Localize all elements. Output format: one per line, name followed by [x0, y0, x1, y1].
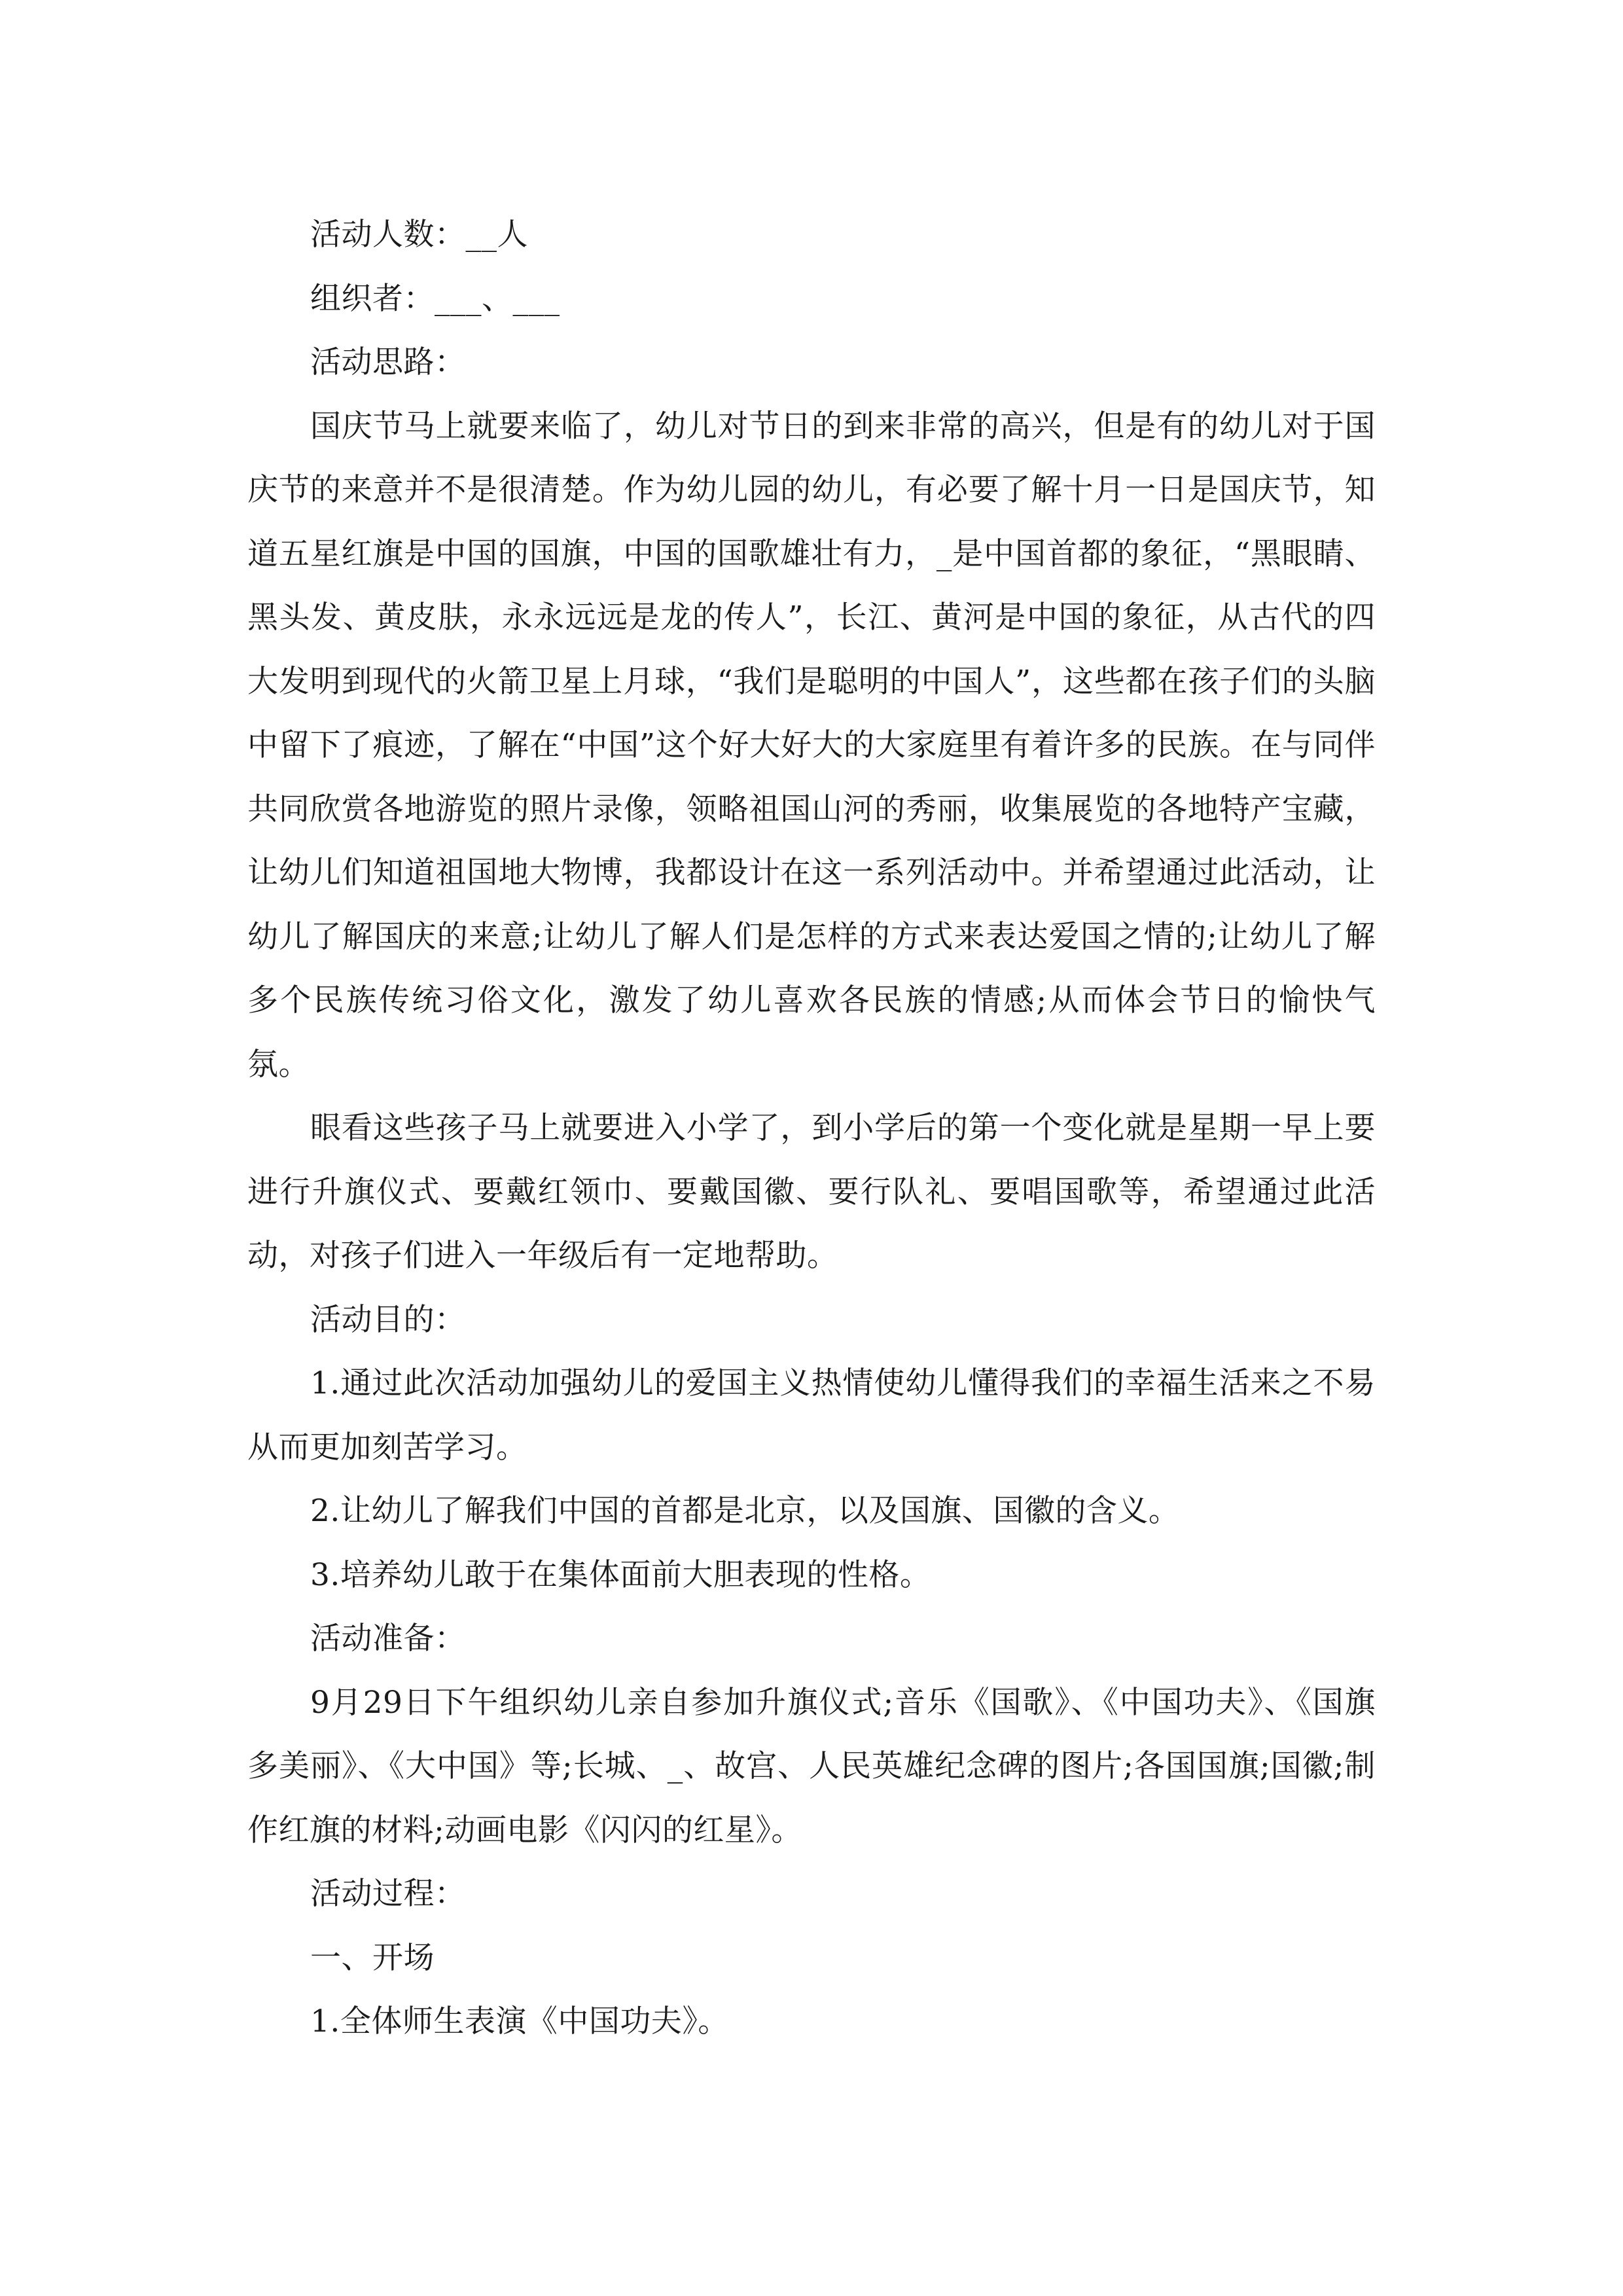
section-heading-activity-process: 活动过程： [310, 1876, 466, 1912]
goal-item-3: 3.培养幼儿敢于在集体面前大胆表现的性格。 [310, 1556, 931, 1593]
section-heading-activity-goal: 活动目的： [310, 1301, 466, 1338]
section-heading-activity-idea: 活动思路： [310, 344, 466, 380]
activity-idea-paragraph-2: 眼看这些孩子马上就要进入小学了，到小学后的第一个变化就是星期一早上要进行升旗仪式、要戴红领巾、要戴国徽、要行队礼、要唱国歌等，希望通过此活动，对孩子们进入一年级后有一定地帮助。 [247, 1110, 1376, 1274]
document-body [247, 203, 1376, 2054]
participant-count-line: 活动人数：__人 [310, 217, 528, 253]
activity-idea-paragraph: 国庆节马上就要来临了，幼儿对节日的到来非常的高兴，但是有的幼儿对于国庆节的来意并不是很清楚。作为幼儿园的幼儿，有必要了解十月一日是国庆节，知道五星红旗是中国的国旗，中国的国歌雄壮有力，_是中国首都的象征，“黑眼睛、黑头发、黄皮肤，永永远远是龙的传人”，长江、黄河是中国的象征，从古代的四大发明到现代的火箭卫星上月球，“我们是聪明的中国人”，这些都在孩子们的头脑中留下了痕迹，了解在“中国”这个好大好大的大家庭里有着许多的民族。在与同伴共同欣赏各地游览的照片录像，领略祖国山河的秀丽，收集展览的各地特产宝藏，让幼儿们知道祖国地大物博，我都设计在这一系列活动中。并希望通过此活动，让幼儿了解国庆的来意;让幼儿了解人们是怎样的方式来表达爱国之情的;让幼儿了解多个民族传统习俗文化，激发了幼儿喜欢各民族的情感;从而体会节日的愉快气氛。 [247, 408, 1376, 1083]
goal-item-1: 1.通过此次活动加强幼儿的爱国主义热情使幼儿懂得我们的幸福生活来之不易从而更加刻苦学习。 [247, 1365, 1376, 1465]
section-heading-activity-preparation: 活动准备： [310, 1621, 466, 1657]
organizer-line: 组织者：___、___ [310, 280, 560, 317]
goal-item-2: 2.让幼儿了解我们中国的首都是北京，以及国旗、国徽的含义。 [310, 1493, 1180, 1529]
preparation-paragraph: 9月29日下午组织幼儿亲自参加升旗仪式;音乐《国歌》、《中国功夫》、《国旗多美丽》、《大中国》等;长城、_、故宫、人民英雄纪念碑的图片;各国国旗;国徽;制作红旗的材料;动画电影《闪闪的红星》。 [247, 1684, 1376, 1848]
process-item-1: 1.全体师生表演《中国功夫》。 [310, 2003, 729, 2039]
process-step-heading-opening: 一、开场 [310, 1939, 435, 1976]
